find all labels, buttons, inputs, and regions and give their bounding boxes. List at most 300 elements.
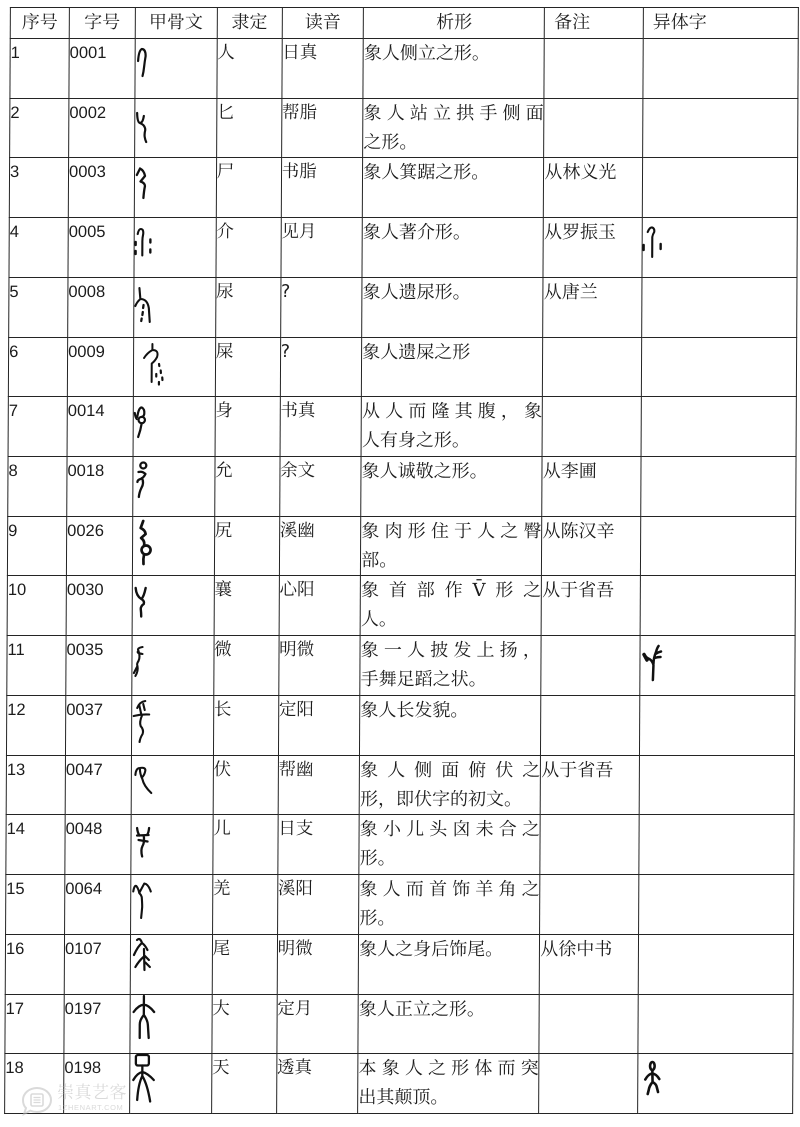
- liding-cell: [216, 98, 281, 158]
- liding-cell: [212, 815, 277, 875]
- serial-number: 9: [8, 521, 18, 540]
- oracle-bone-cell: [133, 337, 215, 397]
- note-cell: [540, 875, 639, 935]
- char-code-cell: [69, 39, 135, 99]
- char-code-cell: [65, 815, 131, 875]
- header-char-code: 字号: [69, 8, 135, 39]
- serial-cell: [6, 815, 65, 875]
- variant-glyph-icon: [642, 218, 676, 268]
- table-row: [5, 934, 793, 994]
- oracle-bone-cell: [130, 875, 212, 935]
- reading: 书真: [280, 401, 316, 422]
- variant-cell: [639, 695, 794, 755]
- serial-cell: [8, 457, 67, 517]
- analysis-cell: [359, 815, 540, 875]
- serial-cell: [9, 277, 68, 337]
- liding-character: 人: [217, 43, 235, 63]
- serial-cell: [5, 934, 64, 994]
- liding-character: 尻: [214, 520, 233, 541]
- analysis-line: 手舞足蹈之状。: [360, 669, 487, 691]
- oracle-bone-glyph-ref: [137, 113, 146, 142]
- serial-number: 13: [6, 760, 26, 779]
- liding-character: 微: [214, 640, 232, 661]
- analysis-line: 象人站立拱手侧面: [363, 102, 544, 124]
- note-cell: [540, 934, 639, 994]
- watermark-title: 崇真艺客: [57, 1083, 127, 1103]
- serial-number: 12: [7, 700, 26, 719]
- serial-cell: [10, 98, 69, 158]
- oracle-bone-character-table: [4, 7, 798, 1114]
- table-row: [9, 218, 797, 278]
- oracle-bone-glyph-icon: [133, 338, 167, 388]
- variant-cell: [643, 98, 798, 158]
- analysis-line: 人有身之形。: [361, 430, 470, 452]
- analysis-cell: [358, 994, 539, 1054]
- liding-character: 伏: [213, 759, 232, 780]
- liding-character: 羌: [212, 879, 231, 900]
- oracle-bone-cell: [131, 695, 213, 755]
- liding-cell: [213, 636, 278, 696]
- oracle-bone-glyph-ref: [133, 996, 154, 1038]
- analysis-line: 象人而首饰羊角之: [359, 879, 540, 901]
- analysis-cell: [360, 636, 541, 696]
- liding-cell: [211, 1054, 276, 1114]
- oracle-bone-glyph-ref: [136, 169, 144, 199]
- liding-cell: [214, 576, 279, 636]
- serial-cell: [8, 337, 67, 397]
- table-row: [6, 755, 794, 815]
- variant-glyph-icon: [638, 995, 672, 1045]
- reading: ?: [280, 341, 291, 362]
- oracle-bone-glyph-icon: [134, 278, 168, 328]
- variant-glyph-icon: [640, 756, 674, 806]
- table-row: [6, 815, 794, 875]
- serial-cell: [9, 218, 68, 278]
- analysis-line: 象首部作V̄形之: [361, 580, 542, 602]
- liding-cell: [217, 39, 282, 99]
- char-code: 0037: [66, 700, 104, 719]
- variant-glyph-ref: [643, 228, 660, 258]
- reading: 帮脂: [281, 102, 318, 123]
- table-header: [10, 8, 798, 39]
- liding-character: 屎: [215, 341, 234, 362]
- analysis-line: 出其颠顶。: [358, 1087, 449, 1109]
- serial-number: 1: [10, 44, 20, 62]
- char-code: 0026: [67, 521, 104, 540]
- note-cell: [542, 516, 641, 576]
- serial-cell: [7, 516, 66, 576]
- serial-number: 16: [5, 939, 25, 958]
- reading-cell: [276, 1054, 358, 1114]
- char-code-cell: [66, 516, 132, 576]
- analysis-line: 象人遗屎之形: [362, 341, 471, 363]
- note-cell: [540, 815, 639, 875]
- analysis-line: 从人而隆其腹，象: [361, 401, 543, 423]
- note-cell: [543, 337, 642, 397]
- reading-cell: [281, 98, 363, 158]
- serial-cell: [7, 576, 66, 636]
- table-row: [9, 277, 797, 337]
- reading: ?: [281, 281, 291, 302]
- variant-cell: [641, 457, 796, 517]
- variant-cell: [642, 277, 797, 337]
- liding-character: 尾: [212, 938, 231, 959]
- analysis-cell: [361, 516, 542, 576]
- char-code-cell: [67, 337, 133, 397]
- analysis-cell: [362, 218, 543, 278]
- liding-cell: [213, 695, 278, 755]
- oracle-bone-cell: [130, 815, 212, 875]
- oracle-bone-cell: [129, 1054, 211, 1114]
- note: 从唐兰: [543, 281, 598, 303]
- table-row: [8, 457, 796, 517]
- analysis-line: 形。: [359, 908, 396, 930]
- note-cell: [539, 1054, 638, 1114]
- analysis-cell: [360, 695, 541, 755]
- oracle-bone-glyph-icon: [135, 39, 169, 89]
- variant-cell: [642, 218, 797, 278]
- liding-cell: [213, 755, 278, 815]
- reading-cell: [282, 39, 364, 99]
- char-code-cell: [66, 576, 132, 636]
- note: 从于省吾: [541, 759, 614, 781]
- analysis-cell: [363, 98, 544, 158]
- variant-cell: [642, 158, 797, 218]
- note-cell: [544, 39, 643, 99]
- char-code-cell: [67, 457, 133, 517]
- analysis-cell: [361, 457, 542, 517]
- oracle-bone-glyph-ref: [133, 647, 142, 676]
- serial-number: 2: [10, 103, 20, 122]
- liding-character: 介: [216, 222, 234, 243]
- variant-glyph-icon: [643, 39, 677, 89]
- liding-character: 襄: [214, 580, 233, 601]
- char-code: 0197: [64, 999, 102, 1018]
- serial-cell: [6, 875, 65, 935]
- reading: 见月: [281, 222, 317, 243]
- analysis-line: 象一人披发上扬，: [360, 640, 541, 662]
- analysis-cell: [359, 875, 540, 935]
- header-liding: 隶定: [217, 8, 282, 39]
- oracle-bone-glyph-icon: [131, 756, 165, 806]
- serial-number: 3: [9, 163, 20, 182]
- char-code-cell: [66, 636, 132, 696]
- reading-cell: [277, 875, 359, 935]
- char-code-cell: [69, 98, 135, 158]
- char-code: 0002: [69, 103, 107, 122]
- table-row: [8, 397, 796, 457]
- analysis-line: 象人诚敬之形。: [361, 461, 488, 483]
- char-code: 0107: [64, 939, 102, 958]
- reading-cell: [280, 397, 362, 457]
- liding-character: 长: [213, 699, 232, 720]
- variant-cell: [640, 636, 795, 696]
- header-analysis: 析形: [363, 8, 544, 39]
- char-code-cell: [64, 994, 130, 1054]
- analysis-line: 象人侧立之形。: [363, 43, 490, 64]
- serial-number: 10: [7, 581, 27, 600]
- oracle-bone-glyph-ref: [137, 463, 146, 498]
- serial-cell: [10, 39, 69, 99]
- analysis-line: 象人侧面俯伏之: [360, 759, 541, 781]
- analysis-cell: [363, 158, 544, 218]
- header-note: 备注: [545, 8, 644, 39]
- oracle-bone-glyph-icon: [133, 457, 167, 507]
- serial-cell: [5, 994, 64, 1054]
- oracle-bone-glyph-ref: [133, 1055, 154, 1102]
- oracle-bone-glyph-ref: [133, 701, 149, 742]
- serial-number: 8: [8, 462, 18, 481]
- oracle-bone-glyph-icon: [132, 696, 166, 746]
- note-cell: [542, 457, 641, 517]
- liding-character: 尸: [216, 162, 235, 183]
- char-code: 0047: [65, 760, 103, 779]
- char-code: 0014: [67, 402, 105, 421]
- variant-glyph-icon: [643, 99, 677, 149]
- note-cell: [543, 277, 642, 337]
- note: 从罗振玉: [544, 222, 617, 244]
- variant-cell: [643, 39, 798, 99]
- liding-cell: [214, 516, 279, 576]
- variant-glyph-icon: [642, 338, 676, 388]
- liding-cell: [215, 397, 280, 457]
- reading: 帮幽: [278, 759, 314, 780]
- serial-number: 7: [8, 402, 19, 421]
- oracle-bone-glyph-ref: [135, 767, 151, 792]
- variant-cell: [638, 934, 793, 994]
- liding-cell: [216, 158, 281, 218]
- serial-number: 17: [5, 999, 25, 1018]
- oracle-bone-glyph-icon: [132, 636, 166, 686]
- char-code-cell: [64, 1054, 130, 1114]
- char-code-cell: [65, 755, 131, 815]
- serial-number: 11: [7, 641, 25, 660]
- table-row: [6, 695, 794, 755]
- oracle-bone-glyph-ref: [135, 229, 150, 256]
- oracle-bone-glyph-ref: [144, 344, 163, 385]
- analysis-cell: [361, 397, 542, 457]
- char-code: 0008: [68, 282, 106, 301]
- char-code-cell: [64, 934, 130, 994]
- variant-cell: [639, 755, 794, 815]
- reading-cell: [278, 755, 360, 815]
- note-cell: [541, 695, 640, 755]
- table-row: [6, 875, 794, 935]
- serial-cell: [7, 636, 66, 696]
- char-code: 0030: [66, 581, 104, 600]
- char-code: 0003: [69, 163, 106, 182]
- char-code-cell: [68, 218, 134, 278]
- table-row: [5, 994, 793, 1054]
- oracle-bone-cell: [133, 277, 215, 337]
- oracle-bone-cell: [131, 755, 213, 815]
- analysis-line: 形。: [359, 848, 396, 870]
- reading: 溪阳: [277, 879, 314, 900]
- reading-cell: [278, 695, 360, 755]
- variant-glyph-icon: [643, 158, 677, 208]
- oracle-bone-glyph-ref: [135, 288, 150, 322]
- analysis-cell: [360, 576, 541, 636]
- liding-character: 大: [212, 998, 230, 1019]
- variant-cell: [638, 994, 793, 1054]
- note-cell: [541, 636, 640, 696]
- variant-cell: [641, 397, 796, 457]
- note-cell: [544, 98, 643, 158]
- table-body: [5, 39, 798, 1114]
- analysis-line: 之形。: [363, 131, 418, 153]
- analysis-line: 象人著介形。: [362, 222, 471, 244]
- oracle-bone-glyph-ref: [140, 521, 150, 564]
- reading-cell: [277, 934, 359, 994]
- analysis-line: 象人箕踞之形。: [363, 162, 490, 184]
- variant-glyph-ref: [645, 1062, 659, 1094]
- serial-cell: [6, 695, 65, 755]
- oracle-bone-cell: [131, 636, 213, 696]
- oracle-bone-glyph-ref: [133, 939, 149, 970]
- reading-cell: [278, 636, 360, 696]
- analysis-line: 象肉形住于人之臀: [361, 520, 542, 542]
- oracle-bone-cell: [133, 397, 215, 457]
- reading: 明微: [279, 640, 315, 661]
- analysis-line: 象人长发貌。: [360, 699, 469, 721]
- analysis-cell: [358, 1054, 539, 1114]
- char-code-cell: [66, 695, 132, 755]
- note: 从林义光: [544, 162, 617, 184]
- note: 从徐中书: [540, 938, 613, 960]
- reading: 日支: [278, 819, 314, 840]
- note-cell: [544, 158, 643, 218]
- note: 从李圃: [542, 461, 597, 483]
- note-cell: [541, 755, 640, 815]
- variant-glyph-icon: [641, 576, 675, 626]
- serial-cell: [9, 158, 68, 218]
- analysis-line: 象人遗尿形。: [362, 281, 471, 303]
- oracle-bone-glyph-ref: [134, 408, 144, 438]
- variant-cell: [638, 875, 793, 935]
- analysis-cell: [359, 755, 540, 815]
- serial-number: 6: [9, 342, 19, 361]
- variant-cell: [639, 815, 794, 875]
- watermark-subtitle: 1ZHENART.COM: [58, 1103, 124, 1112]
- oracle-bone-cell: [130, 934, 212, 994]
- oracle-bone-glyph-ref: [133, 884, 151, 919]
- reading: 定阳: [278, 699, 314, 720]
- table-row: [9, 158, 797, 218]
- variant-cell: [638, 1054, 793, 1114]
- reading-cell: [279, 457, 361, 517]
- char-code-cell: [68, 158, 134, 218]
- char-code: 0064: [65, 880, 103, 899]
- reading-cell: [280, 277, 362, 337]
- analysis-line: 形，即伏字的初文。: [359, 788, 523, 810]
- char-code: 0001: [69, 44, 107, 62]
- oracle-bone-glyph-icon: [130, 935, 164, 985]
- serial-number: 14: [6, 820, 25, 839]
- variant-glyph-ref: [644, 646, 661, 680]
- reading: 书脂: [281, 162, 317, 183]
- analysis-line: 人。: [360, 609, 397, 631]
- char-code-cell: [67, 397, 133, 457]
- reading-cell: [279, 516, 361, 576]
- oracle-bone-cell: [132, 457, 214, 517]
- header-reading: 读音: [282, 8, 364, 39]
- oracle-bone-cell: [132, 576, 214, 636]
- liding-cell: [212, 875, 277, 935]
- oracle-bone-cell: [134, 98, 216, 158]
- note-cell: [539, 994, 638, 1054]
- note-cell: [543, 218, 642, 278]
- oracle-bone-glyph-icon: [135, 99, 169, 149]
- reading: 定月: [277, 998, 313, 1019]
- reading: 溪幽: [279, 520, 315, 541]
- char-code: 0005: [68, 223, 106, 242]
- analysis-line: 象小儿头囟未合之: [359, 819, 540, 841]
- liding-cell: [215, 337, 280, 397]
- liding-character: 身: [215, 401, 233, 422]
- serial-number: 18: [5, 1059, 24, 1078]
- liding-character: 匕: [216, 102, 235, 123]
- header-serial: 序号: [10, 8, 69, 39]
- liding-cell: [212, 994, 277, 1054]
- variant-glyph-icon: [641, 517, 675, 567]
- note-cell: [541, 576, 640, 636]
- serial-cell: [8, 397, 67, 457]
- reading-cell: [277, 994, 359, 1054]
- oracle-bone-cell: [129, 994, 211, 1054]
- serial-cell: [6, 755, 65, 815]
- analysis-line: 本象人之形体而突: [358, 1058, 539, 1080]
- analysis-line: 象人正立之形。: [358, 998, 485, 1020]
- oracle-bone-glyph-icon: [130, 1054, 164, 1104]
- table-row: [10, 39, 798, 99]
- analysis-line: 象人之身后饰尾。: [359, 938, 504, 960]
- char-code: 0009: [68, 342, 105, 361]
- liding-character: 尿: [215, 281, 234, 302]
- oracle-bone-glyph-icon: [134, 218, 168, 268]
- variant-glyph-icon: [642, 278, 676, 328]
- oracle-bone-glyph-ref: [135, 588, 145, 617]
- oracle-bone-glyph-icon: [133, 517, 167, 567]
- char-code-cell: [65, 875, 131, 935]
- variant-cell: [641, 337, 796, 397]
- header-variant: 异体字: [643, 8, 798, 39]
- liding-cell: [214, 457, 279, 517]
- note-cell: [542, 397, 641, 457]
- oracle-bone-glyph-ref: [137, 828, 149, 857]
- liding-character: 允: [215, 461, 233, 482]
- reading: 透真: [276, 1058, 313, 1079]
- oracle-bone-glyph-icon: [133, 397, 167, 447]
- char-code: 0035: [66, 641, 104, 660]
- analysis-cell: [362, 337, 543, 397]
- char-code: 0198: [64, 1059, 102, 1078]
- liding-cell: [216, 218, 281, 278]
- oracle-bone-glyph-ref: [138, 49, 146, 76]
- analysis-line: 部。: [361, 549, 398, 571]
- header-oracle-bone: 甲骨文: [135, 8, 217, 39]
- liding-cell: [212, 934, 277, 994]
- serial-number: 15: [6, 880, 25, 899]
- reading: 日真: [282, 43, 318, 63]
- oracle-bone-cell: [132, 516, 214, 576]
- analysis-cell: [363, 39, 544, 99]
- variant-glyph-icon: [639, 815, 673, 865]
- reading: 明微: [277, 938, 313, 959]
- oracle-bone-character-table-page: [4, 7, 798, 1114]
- char-code: 0048: [65, 820, 103, 839]
- variant-cell: [640, 576, 795, 636]
- table-row: [7, 576, 795, 636]
